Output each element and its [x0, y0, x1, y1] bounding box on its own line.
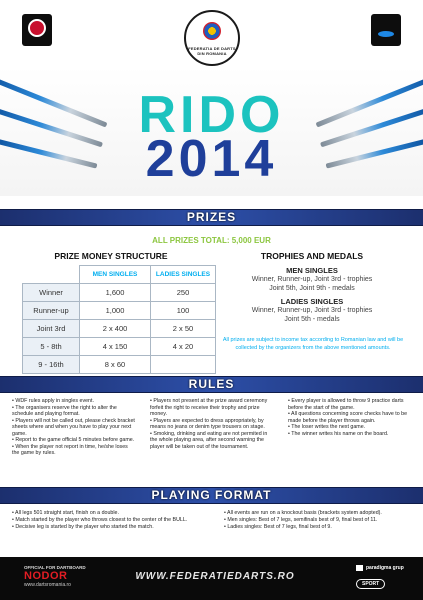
- men-trophies: [232, 266, 392, 293]
- event-year: 2014: [145, 130, 278, 188]
- rules-section-header: [0, 376, 423, 393]
- format-item: • All legs 501 straight start, finish on a double.: [12, 510, 119, 516]
- rule-item: • When the player not report in time, he/she loses the game by rules.: [12, 443, 128, 456]
- right-club-logo: [371, 14, 401, 46]
- format-item: • All events are run on a knockout basis (brackets system adopted).: [224, 510, 382, 516]
- prizes-section-header: [0, 209, 423, 226]
- ladies-prize-cell: 250: [151, 284, 216, 302]
- rule-item: • Players will not be called out, please check bracket sheets where and when you have to play your next game.: [12, 417, 135, 437]
- ladies-prize-cell: [151, 356, 216, 374]
- format-item: • Match started by the player who throws closest to the center of the BULL.: [12, 517, 188, 523]
- left-club-logo: [22, 14, 52, 46]
- ladies-prize-cell: 4 x 20: [151, 338, 216, 356]
- rule-item: • Smoking, drinking and eating are not permited in the whole playing area, after second warning the player will be taken out of the tournament.: [150, 430, 268, 450]
- footer: [0, 557, 423, 600]
- rule-item: • Report to the game official 5 minutes before game.: [12, 437, 135, 443]
- men-trophies-line: Winner, Runner-up, Joint 3rd - trophies: [251, 276, 373, 283]
- nodor-sponsor: [24, 565, 96, 588]
- men-prize-cell: 1,600: [80, 284, 151, 302]
- format-section-title: PLAYING FORMAT: [151, 488, 272, 502]
- table-row: [23, 320, 216, 338]
- table-corner: [23, 266, 80, 284]
- ladies-trophies: [232, 297, 392, 324]
- nodor-logo: NODOR: [24, 570, 68, 582]
- rule-item: • Players are expected to dress appropriately, by means no jeans or denim type trousers on stage.: [150, 417, 265, 430]
- format-column-2: [224, 510, 414, 531]
- sport-logo: SPORT: [356, 579, 385, 589]
- rule-item: • The organisers reserve the right to alter the schedule and playing format.: [12, 404, 117, 417]
- rule-item: • The winner writes his name on the board.: [288, 430, 389, 437]
- ladies-prize-cell: 100: [151, 302, 216, 320]
- rule-item: • WDF rules apply in singles event.: [12, 398, 94, 404]
- federation-logo-text: FEDERATIA DE DARTS DIN ROMANIA: [188, 46, 236, 56]
- men-medals-line: Joint 5th, Joint 9th - medals: [269, 285, 355, 292]
- format-item: • Decisive leg is started by the player who started the match.: [12, 524, 154, 530]
- event-title: RIDO: [138, 86, 285, 144]
- ladies-prize-cell: 2 x 50: [151, 320, 216, 338]
- federation-logo: [184, 10, 240, 66]
- men-prize-cell: 2 x 400: [80, 320, 151, 338]
- rules-text: [12, 398, 412, 478]
- row-label: Runner-up: [23, 302, 80, 320]
- paradigma-logo: paradigma grup: [356, 564, 412, 572]
- table-header-row: [23, 266, 216, 284]
- men-trophies-heading: MEN SINGLES: [286, 266, 338, 275]
- rules-section-title: RULES: [188, 377, 235, 391]
- rule-item: • All questions concerning score checks have to be made before the player throws again.: [288, 411, 408, 424]
- rules-column-2: [150, 398, 274, 450]
- format-item: • Ladies singles: Best of 7 legs, final best of 9.: [224, 524, 332, 530]
- official-label: OFFICIAL FOR DARTBOARD: [24, 565, 86, 570]
- rule-item: • The loser writes the next game.: [288, 424, 366, 430]
- rules-column-1: [12, 398, 136, 457]
- men-prize-cell: 1,000: [80, 302, 151, 320]
- format-section-header: [0, 487, 423, 504]
- men-prize-cell: 4 x 150: [80, 338, 151, 356]
- format-column-1: [12, 510, 202, 531]
- table-row: [23, 302, 216, 320]
- sponsor-logos: [356, 564, 412, 590]
- men-prize-cell: 8 x 60: [80, 356, 151, 374]
- column-header-ladies: LADIES SINGLES: [151, 266, 216, 284]
- table-row: [23, 338, 216, 356]
- row-label: 5 - 8th: [23, 338, 80, 356]
- ladies-medals-line: Joint 5th - medals: [284, 316, 340, 323]
- trophies-title: TROPHIES AND MEDALS: [260, 251, 364, 261]
- prize-money-title: PRIZE MONEY STRUCTURE: [54, 251, 168, 261]
- sponsor-site: www.dartsromania.ro: [24, 582, 71, 588]
- row-label: Winner: [23, 284, 80, 302]
- federation-website-link[interactable]: WWW.FEDERATIEDARTS.RO: [135, 571, 295, 582]
- row-label: Joint 3rd: [23, 320, 80, 338]
- column-header-men: MEN SINGLES: [80, 266, 151, 284]
- row-label: 9 - 16th: [23, 356, 80, 374]
- rules-column-3: [288, 398, 412, 437]
- table-row: [23, 356, 216, 374]
- ladies-trophies-heading: LADIES SINGLES: [280, 297, 344, 306]
- tax-note: All prizes are subject to income tax according to Romanian law and will be collected by the organizers from the above mentioned amounts.: [222, 337, 404, 351]
- top-logos: [0, 14, 423, 64]
- prizes-total: ALL PRIZES TOTAL: 5,000 EUR: [152, 236, 271, 245]
- prize-money-table: [22, 265, 216, 374]
- rule-item: • Every player is allowed to throw 9 practice darts before the start of the game.: [288, 398, 404, 411]
- prizes-section-title: PRIZES: [186, 210, 237, 224]
- ladies-trophies-line: Winner, Runner-up, Joint 3rd - trophies: [251, 307, 373, 314]
- format-item: • Men singles: Best of 7 legs, semifinals best of 9, final best of 11.: [224, 517, 378, 523]
- title-banner: [0, 66, 423, 196]
- table-row: [23, 284, 216, 302]
- rule-item: • Players not present at the prize award ceremony forfeit the right to receive their trophy and prize money.: [150, 398, 268, 417]
